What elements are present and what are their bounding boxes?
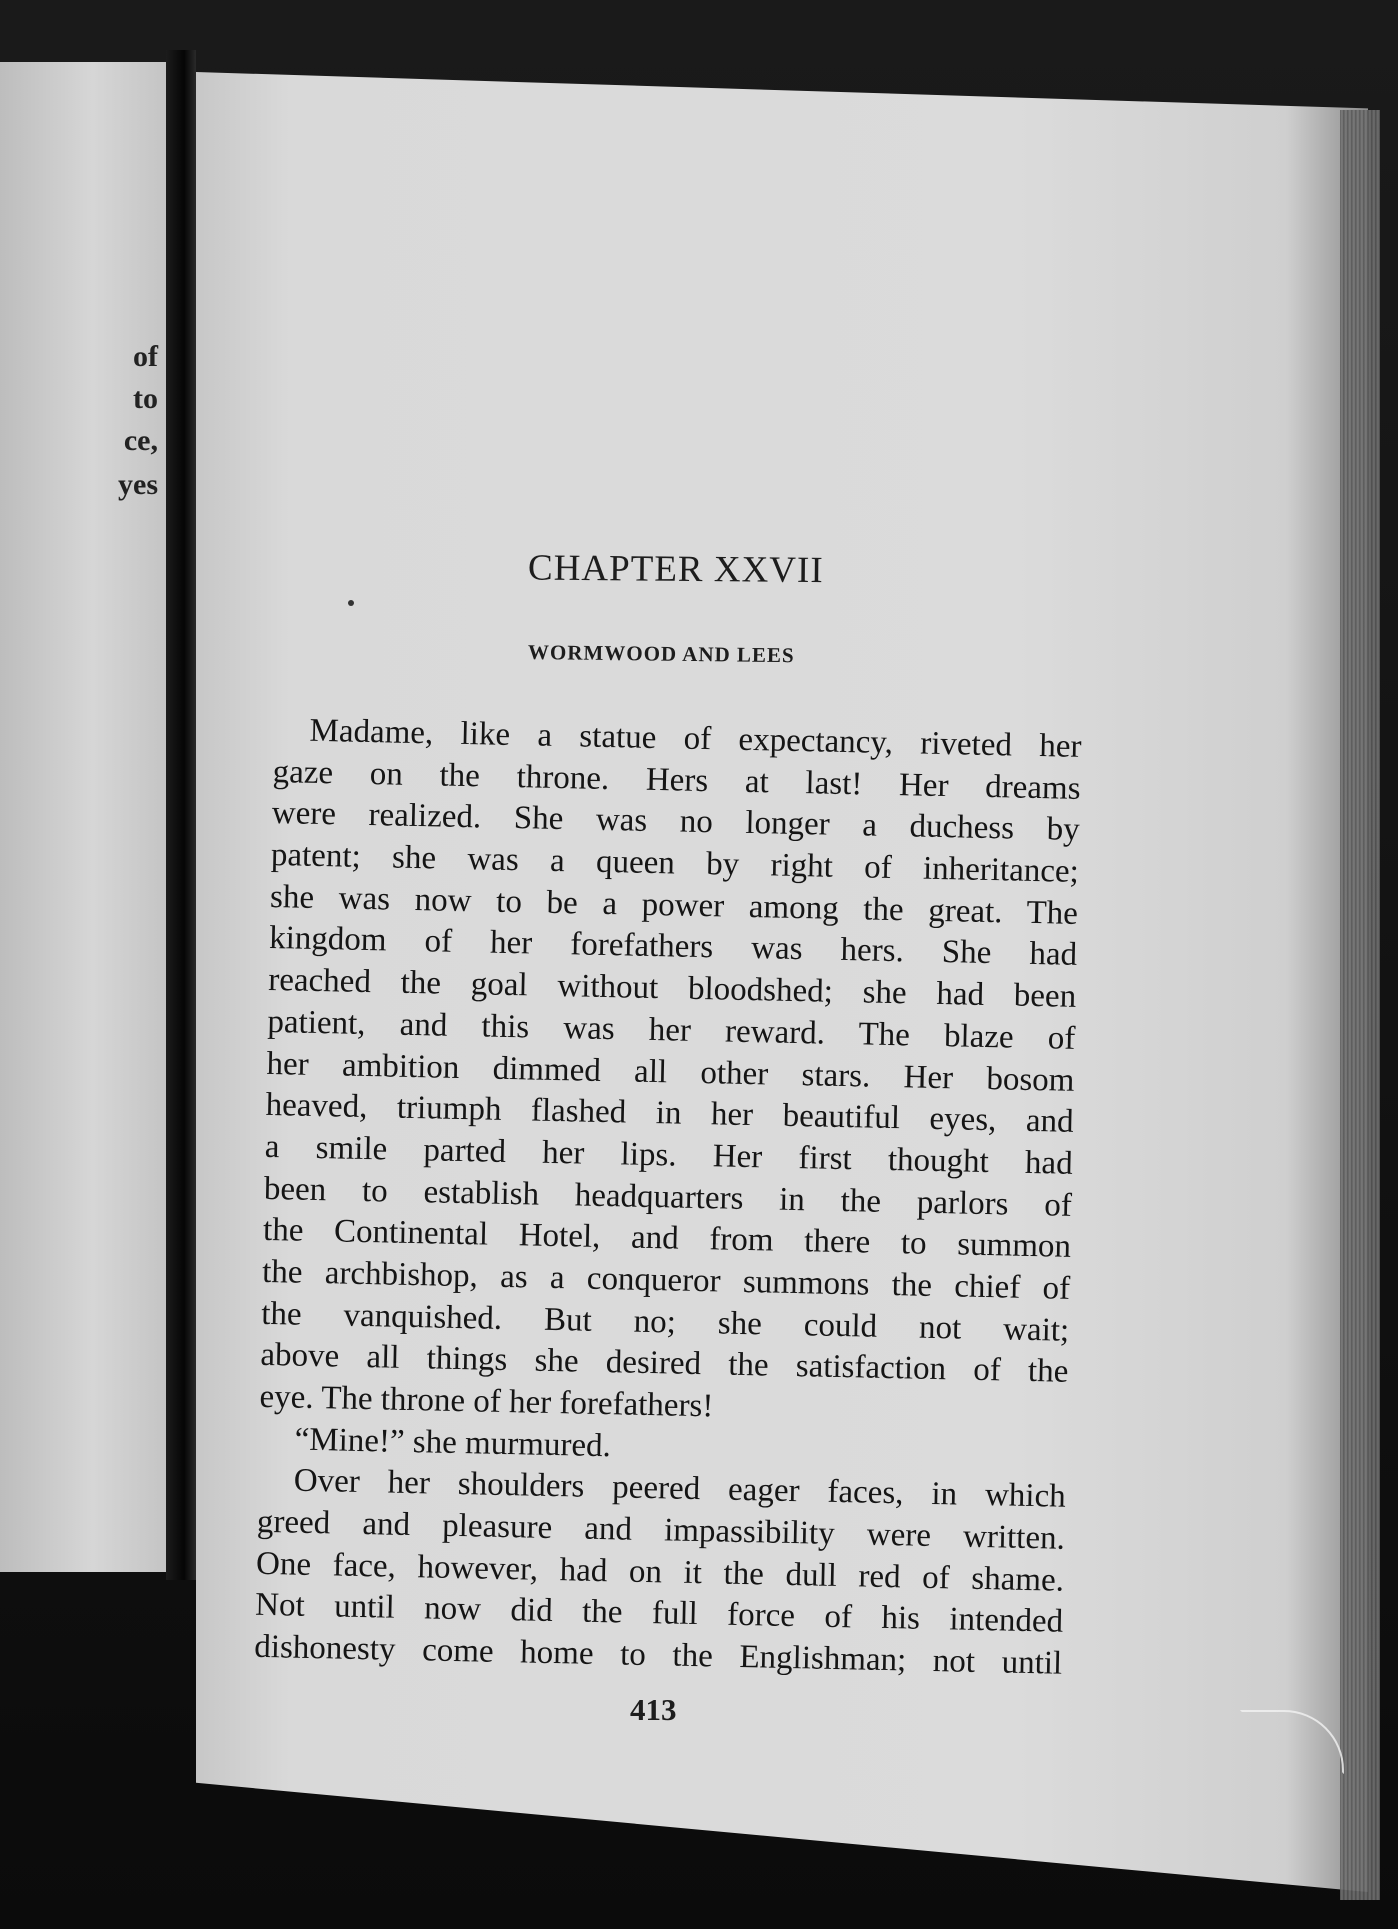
text-line: the Continental Hotel, and from there to summon [262,1212,1072,1266]
text-line: Not until now did the full force of his intended [254,1587,1064,1641]
text-line: the vanquished. But no; she could not wait; [260,1295,1070,1349]
text-line: were realized. She was no longer a duchess by [271,795,1081,849]
text-line: dishonesty come home to the Englishman; not until [253,1628,1063,1682]
text-line: above all things she desired the satisfaction of the [260,1337,1069,1391]
body-text [254,710,1082,1686]
left-page-fragment: ce, [123,424,158,457]
left-page-fragment: yes [118,468,158,501]
text-line: been to establish headquarters in the parlors of [263,1170,1073,1224]
text-line: reached the goal without bloodshed; she had been [267,962,1077,1015]
text-line: a smile parted her lips. Her first thought had [264,1128,1074,1182]
book-gutter [166,50,196,1580]
text-line: “Mine!” she murmured. [294,1421,612,1464]
left-page-fragment: of [133,340,158,373]
text-line: she was now to be a power among the great. The [269,878,1079,932]
text-line: her ambition dimmed all other stars. Her bosom [266,1045,1075,1099]
text-line: eye. The throne of her forefathers! [259,1378,714,1425]
left-facing-page [0,62,168,1572]
left-page-fragment: to [133,382,158,415]
text-line: patient, and this was her reward. The blaze of [267,1003,1076,1057]
text-line: Over her shoulders peered eager faces, in which [293,1462,1067,1516]
text-line: gaze on the throne. Hers at last! Her dreams [272,753,1081,807]
text-line: the archbishop, as a conqueror summons the chief of [261,1253,1071,1307]
text-line: kingdom of her forefathers was hers. She had [268,920,1078,974]
page-number: 413 [630,1692,677,1727]
text-line: greed and pleasure and impassibility were written. [256,1503,1066,1557]
chapter-title: CHAPTER XXVII [527,547,824,592]
text-line: heaved, triumph flashed in her beautiful eyes, and [265,1087,1074,1141]
text-line: Madame, like a statue of expectancy, riveted her [309,712,1082,765]
ink-speck [348,600,354,606]
page-edge-stack [1340,110,1380,1900]
text-line: One face, however, had on it the dull red of shame. [255,1545,1065,1599]
chapter-subtitle: WORMWOOD AND LEES [527,639,795,668]
text-line: patent; she was a queen by right of inheritance; [270,837,1080,890]
